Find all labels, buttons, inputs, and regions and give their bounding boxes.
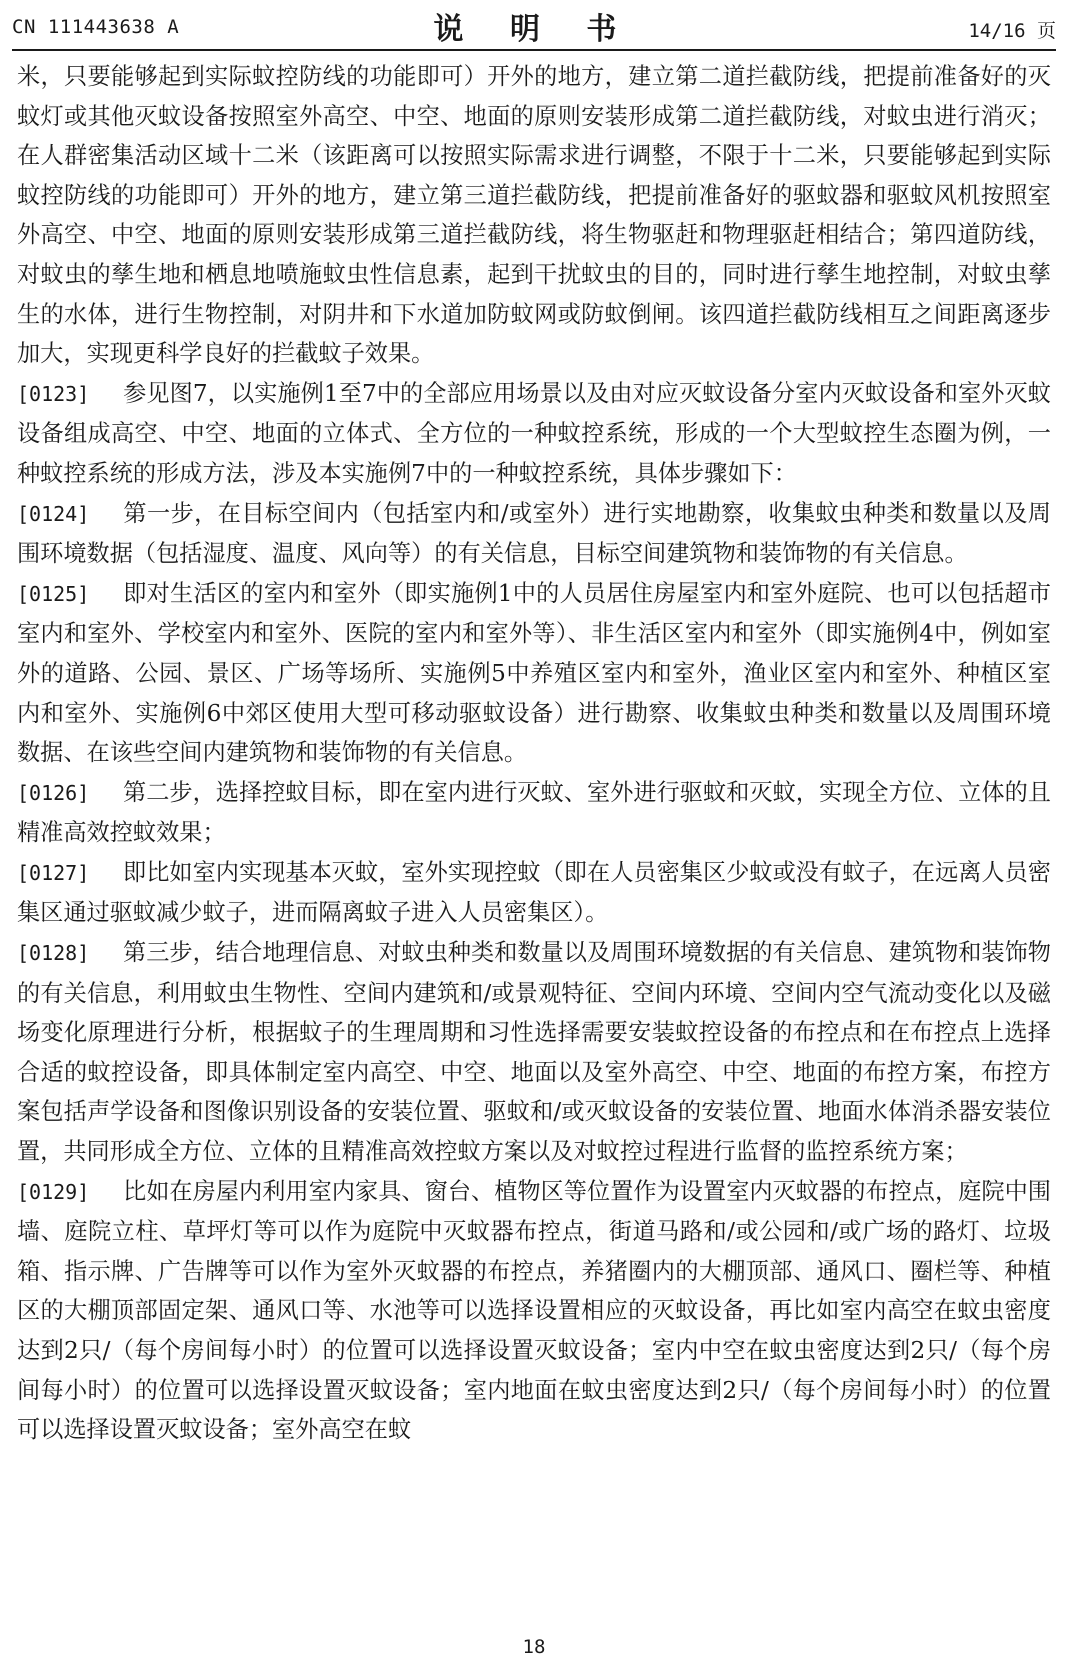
page-header <box>0 0 1068 50</box>
paragraph-0123 <box>17 374 1051 494</box>
paragraph-text: 第二步，选择控蚊目标，即在室内进行灭蚊、室外进行驱蚊和灭蚊，实现全方位、立体的且精准高效控蚊效果； <box>17 778 1051 847</box>
paragraph-number: [0127] <box>17 860 90 885</box>
paragraph-0125 <box>17 574 1051 773</box>
patent-number: CN 111443638 A <box>12 16 180 38</box>
paragraph-0124 <box>17 494 1051 574</box>
paragraph-0126 <box>17 773 1051 853</box>
paragraph-0128 <box>17 933 1051 1172</box>
description-body <box>17 57 1051 1450</box>
paragraph-number: [0128] <box>17 941 90 966</box>
page-counter: 14/16 页 <box>968 20 1056 42</box>
paragraph-text: 第三步，结合地理信息、对蚊虫种类和数量以及周围环境数据的有关信息、建筑物和装饰物的有关信息，利用蚊虫生物性、空间内建筑和/或景观特征、空间内环境、空间内空气流动变化以及磁场变化原理进行分析，根据蚊子的生理周期和习性选择需要安装蚊控设备的布控点和在布控点上选择合适的蚊控设备，即具体制定室内高空、中空、地面以及室外高空、中空、地面的布控方案，布控方案包括声学设备和图像识别设备的安装位置、驱蚊和/或灭蚊设备的安装位置、地面水体消杀器安装位置，共同形成全方位、立体的且精准高效控蚊方案以及对蚊控过程进行监督的监控系统方案； <box>17 939 1051 1166</box>
paragraph-number: [0123] <box>17 381 90 406</box>
paragraph-number: [0126] <box>17 780 90 805</box>
paragraph-0127 <box>17 853 1051 933</box>
document-title: 说 明 书 <box>433 12 635 47</box>
paragraph-number: [0124] <box>17 501 90 526</box>
header-divider <box>12 49 1056 51</box>
paragraph-number: [0129] <box>17 1179 90 1204</box>
paragraph-text: 参见图7，以实施例1至7中的全部应用场景以及由对应灭蚊设备分室内灭蚊设备和室外灭蚊设备组成高空、中空、地面的立体式、全方位的一种蚊控系统，形成的一个大型蚊控生态圈为例，一种蚊控系统的形成方法，涉及本实施例7中的一种蚊控系统，具体步骤如下： <box>17 379 1051 487</box>
paragraph-text: 即比如室内实现基本灭蚊，室外实现控蚊（即在人员密集区少蚊或没有蚊子，在远离人员密集区通过驱蚊减少蚊子，进而隔离蚊子进入人员密集区）。 <box>17 858 1051 927</box>
paragraph-text: 即对生活区的室内和室外（即实施例1中的人员居住房屋室内和室外庭院、也可以包括超市室内和室外、学校室内和室外、医院的室内和室外等）、非生活区室内和室外（即实施例4中，例如室外的道路、公园、景区、广场等场所、实施例5中养殖区室内和室外，渔业区室内和室外、种植区室内和室外、实施例6中郊区使用大型可移动驱蚊设备）进行勘察、收集蚊虫种类和数量以及周围环境数据、在该些空间内建筑物和装饰物的有关信息。 <box>17 579 1051 767</box>
paragraph-text: 第一步，在目标空间内（包括室内和/或室外）进行实地勘察，收集蚊虫种类和数量以及周围环境数据（包括湿度、温度、风向等）的有关信息，目标空间建筑物和装饰物的有关信息。 <box>17 499 1051 568</box>
paragraph-text: 比如在房屋内利用室内家具、窗台、植物区等位置作为设置室内灭蚊器的布控点，庭院中围墙、庭院立柱、草坪灯等可以作为庭院中灭蚊器布控点，街道马路和/或公园和/或广场的路灯、垃圾箱、指示牌、广告牌等可以作为室外灭蚊器的布控点，养猪圈内的大棚顶部、通风口、圈栏等、种植区的大棚顶部固定架、通风口等、水池等可以选择设置相应的灭蚊设备，再比如室内高空在蚊虫密度达到2只/（每个房间每小时）的位置可以选择设置灭蚊设备；室内中空在蚊虫密度达到2只/（每个房间每小时）的位置可以选择设置灭蚊设备；室内地面在蚊虫密度达到2只/（每个房间每小时）的位置可以选择设置灭蚊设备；室外高空在蚊 <box>17 1177 1052 1444</box>
paragraph-number: [0125] <box>17 581 90 606</box>
paragraph-0129 <box>17 1172 1051 1450</box>
page-footer-number: 18 <box>522 1636 546 1658</box>
continuation-paragraph: 米，只要能够起到实际蚊控防线的功能即可）开外的地方，建立第二道拦截防线，把提前准备好的灭蚊灯或其他灭蚊设备按照室外高空、中空、地面的原则安装形成第二道拦截防线，对蚊虫进行消灭；在人群密集活动区域十二米（该距离可以按照实际需求进行调整，不限于十二米，只要能够起到实际蚊控防线的功能即可）开外的地方，建立第三道拦截防线，把提前准备好的驱蚊器和驱蚊风机按照室外高空、中空、地面的原则安装形成第三道拦截防线，将生物驱赶和物理驱赶相结合；第四道防线，对蚊虫的孳生地和栖息地喷施蚊虫性信息素，起到干扰蚊虫的目的，同时进行孳生地控制，对蚊虫孳生的水体，进行生物控制，对阴井和下水道加防蚊网或防蚊倒闸。该四道拦截防线相互之间距离逐步加大，实现更科学良好的拦截蚊子效果。 <box>17 63 1051 368</box>
